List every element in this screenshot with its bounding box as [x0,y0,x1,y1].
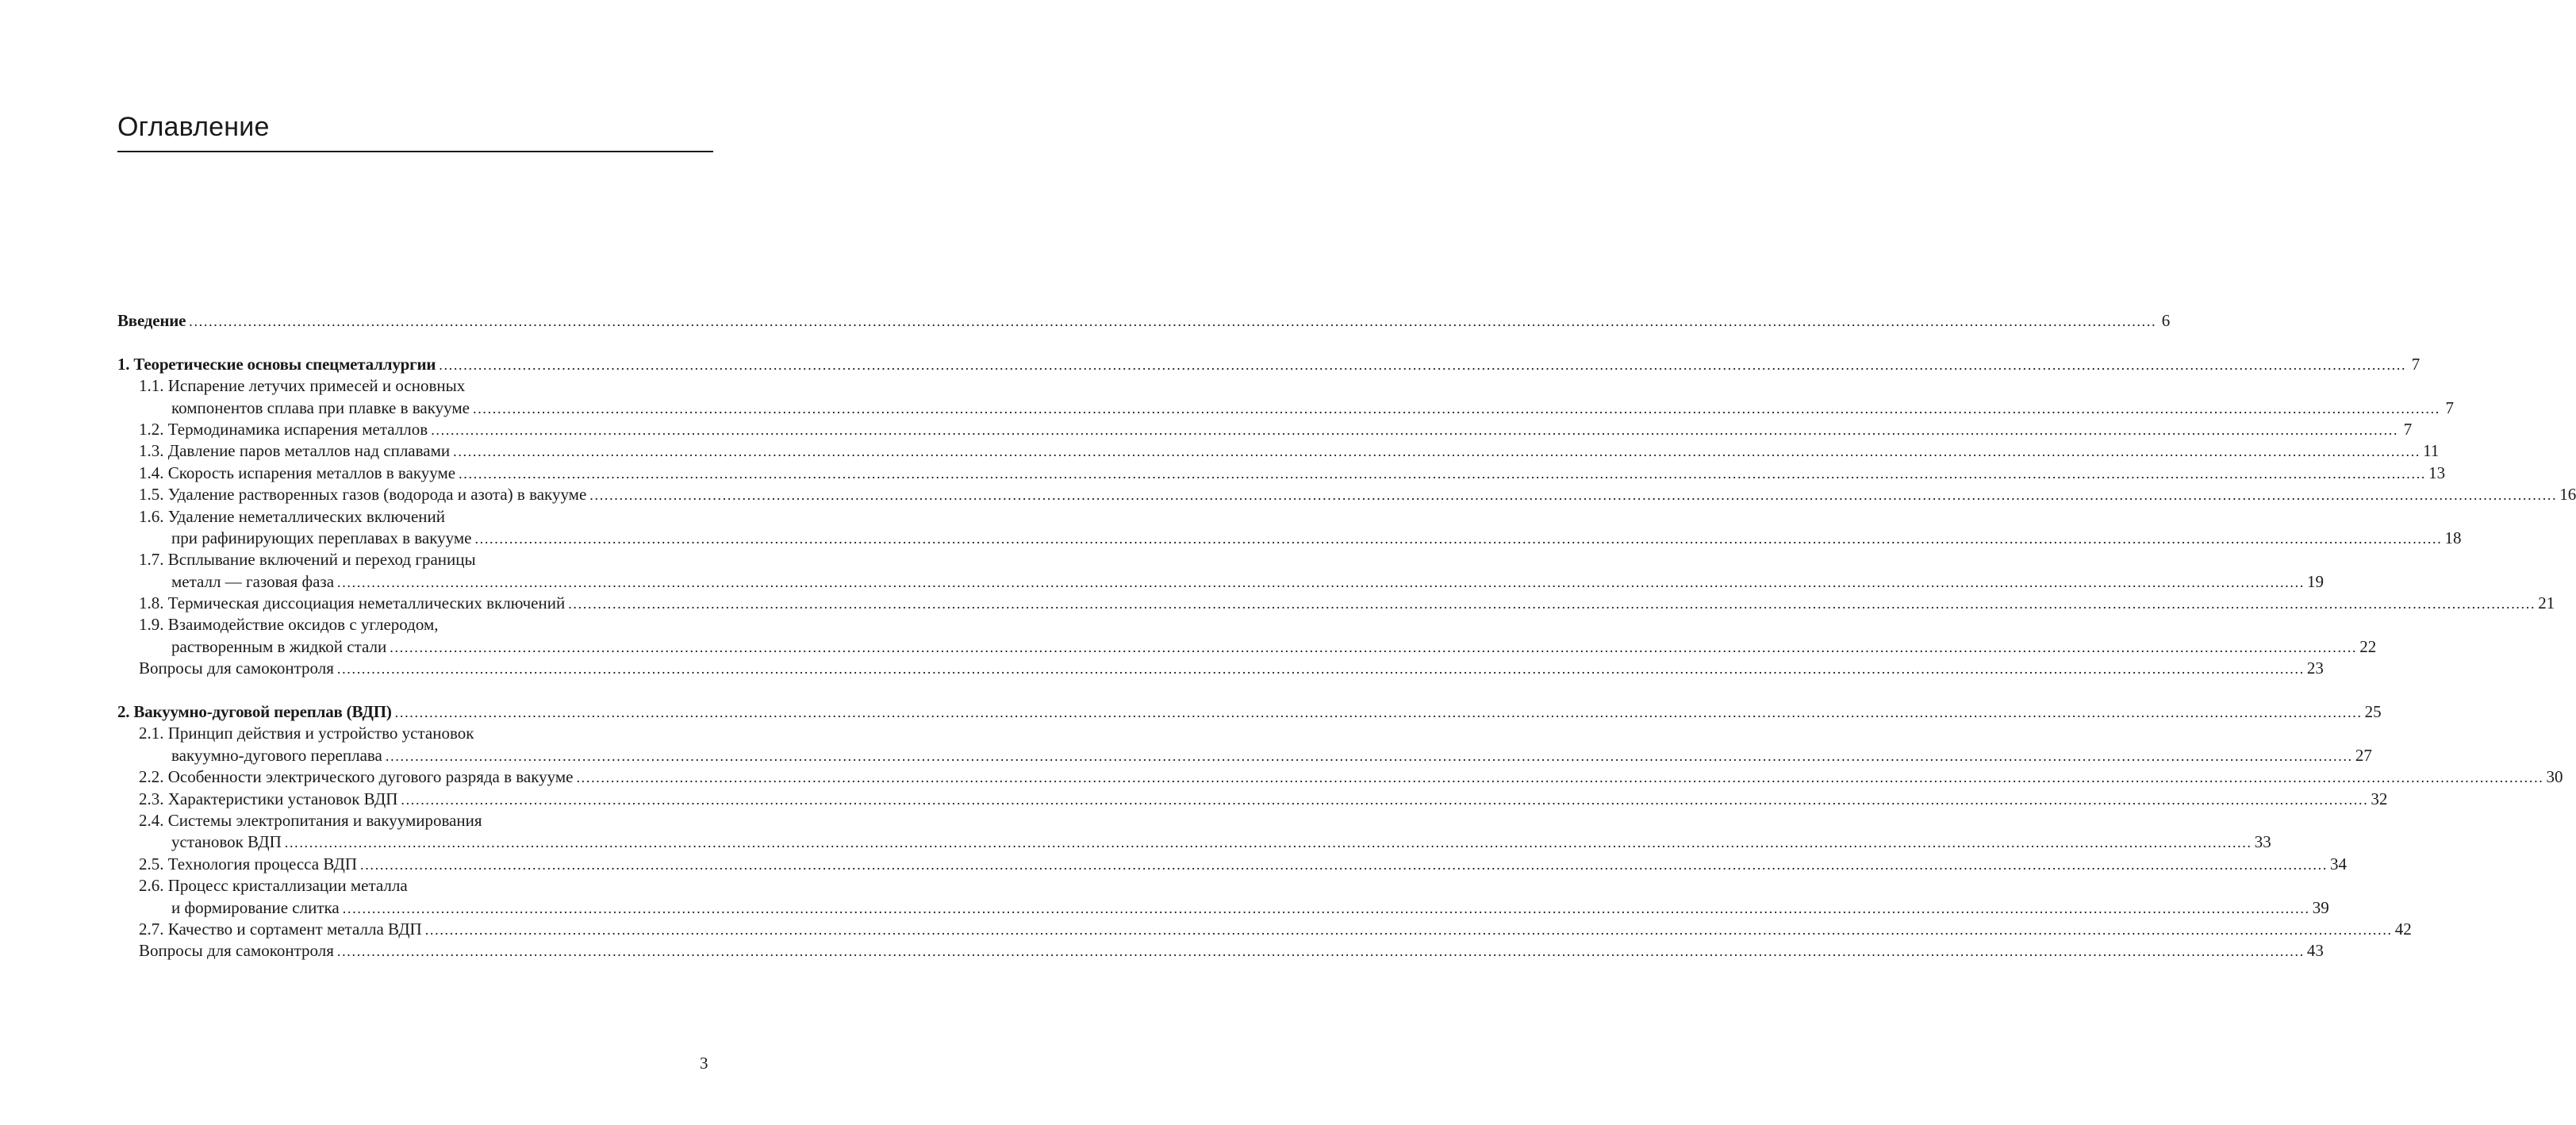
toc-section[interactable] [117,463,2446,484]
toc-section[interactable] [117,745,2372,766]
toc-intro-page: 6 [2161,311,2171,330]
table-of-contents [117,310,2576,962]
toc-section-label: 2.5. Технология процесса ВДП [139,854,358,874]
dot-leader: ................................................................................................................................................................................................................................................................................................................................................................................................................ [424,921,2393,938]
toc-section-first-line: 2.4. Системы электропитания и вакуумирования [139,810,482,830]
toc-section-page: 34 [2330,854,2348,874]
toc-section-page: 23 [2306,658,2324,678]
toc-section[interactable] [117,940,2324,962]
toc-section-page: 22 [2359,636,2377,656]
toc-section-label: металл — газовая фаза [171,571,335,591]
toc-section-label: 2.2. Особенности электрического дугового разряда в вакууме [139,767,574,787]
toc-section[interactable] [117,419,2413,440]
toc-section[interactable] [117,440,2440,462]
toc-intro-label: Введение [117,311,186,330]
dot-leader: ................................................................................................................................................................................................................................................................................................................................................................................................................ [284,835,2252,851]
toc-section-label: 1.2. Термодинамика испарения металлов [139,419,428,439]
toc-section-page: 32 [2371,789,2388,808]
toc-section-label: 1.5. Удаление растворенных газов (водорода и азота) в вакууме [139,485,587,505]
dot-leader: ................................................................................................................................................................................................................................................................................................................................................................................................................ [390,639,2358,655]
toc-section[interactable] [117,854,2348,875]
dot-leader: ................................................................................................................................................................................................................................................................................................................................................................................................................ [576,770,2544,786]
dot-leader: ................................................................................................................................................................................................................................................................................................................................................................................................................ [336,661,2305,678]
dot-leader: ................................................................................................................................................................................................................................................................................................................................................................................................................ [337,574,2305,590]
toc-section-label: и формирование слитка [171,897,340,917]
toc-section-page: 42 [2394,919,2412,939]
dot-leader: ................................................................................................................................................................................................................................................................................................................................................................................................................ [459,465,2427,482]
toc-section-first-line: 1.7. Всплывание включений и переход границы [139,550,476,570]
toc-spacer [117,680,689,701]
toc-section[interactable] [117,919,2412,940]
toc-section-first-line: 1.1. Испарение летучих примесей и основных [139,376,466,396]
dot-leader: ................................................................................................................................................................................................................................................................................................................................................................................................................ [385,747,2353,764]
dot-leader: ................................................................................................................................................................................................................................................................................................................................................................................................................ [342,900,2310,916]
toc-section-label: растворенным в жидкой стали [171,636,387,656]
dot-leader: ................................................................................................................................................................................................................................................................................................................................................................................................................ [474,530,2443,547]
dot-leader: ................................................................................................................................................................................................................................................................................................................................................................................................................ [439,356,2407,373]
toc-section-page: 19 [2307,571,2325,591]
title-rule [117,151,713,152]
dot-leader: ................................................................................................................................................................................................................................................................................................................................................................................................................ [589,487,2558,504]
toc-section-first-line: 2.6. Процесс кристаллизации металла [139,876,408,896]
toc-section[interactable] [117,571,2325,593]
dot-leader: ................................................................................................................................................................................................................................................................................................................................................................................................................ [431,421,2399,438]
toc-section-page: 13 [2428,463,2446,482]
toc-section[interactable] [117,766,2563,788]
toc-section-label: установок ВДП [171,832,282,852]
toc-section-page: 7 [2445,397,2454,417]
toc-section[interactable] [117,789,2388,810]
toc-section-page: 33 [2254,832,2271,852]
dot-leader: ................................................................................................................................................................................................................................................................................................................................................................................................................ [473,400,2440,417]
toc-section-label: Вопросы для самоконтроля [139,941,334,961]
toc-spacer [117,332,689,353]
toc-section[interactable] [117,484,2576,505]
toc-chapter[interactable] [117,701,2382,723]
toc-section-page: 7 [2403,419,2413,439]
toc-section-page: 18 [2444,528,2462,547]
toc-section[interactable] [117,831,2271,853]
toc-chapter-page: 7 [2411,354,2421,374]
toc-section-label: 2.3. Характеристики установок ВДП [139,789,398,808]
toc-chapter[interactable] [117,354,2421,375]
toc-section-page: 21 [2538,593,2555,613]
toc-section-label: компонентов сплава при плавке в вакууме [171,397,470,417]
toc-chapter-page: 25 [2364,702,2382,722]
toc-section-page: 43 [2306,941,2324,961]
toc-section-label: при рафинирующих переплавах в вакууме [171,528,472,547]
toc-section[interactable] [117,528,2462,549]
toc-section-page: 16 [2559,485,2576,505]
toc-chapter-label: 1. Теоретические основы спецметаллургии [117,354,436,374]
toc-section-page: 11 [2423,441,2440,461]
toc-section[interactable] [117,593,2555,614]
toc-section[interactable] [117,636,2377,658]
toc-section-label: 1.3. Давление паров металлов над сплавами [139,441,451,461]
dot-leader: ................................................................................................................................................................................................................................................................................................................................................................................................................ [568,596,2536,612]
dot-leader: ................................................................................................................................................................................................................................................................................................................................................................................................................ [336,943,2305,960]
page-title: Оглавление [117,112,270,142]
toc-section-page: 27 [2355,745,2372,765]
toc-intro[interactable] [117,310,2171,332]
toc-section-label: 2.7. Качество и сортамент металла ВДП [139,919,422,939]
toc-section-first-line: 1.6. Удаление неметаллических включений [139,506,446,526]
dot-leader: ................................................................................................................................................................................................................................................................................................................................................................................................................ [189,313,2157,329]
dot-leader: ................................................................................................................................................................................................................................................................................................................................................................................................................ [360,856,2328,873]
dot-leader: ................................................................................................................................................................................................................................................................................................................................................................................................................ [394,705,2363,721]
page-number: 3 [700,1054,708,1073]
dot-leader: ................................................................................................................................................................................................................................................................................................................................................................................................................ [453,443,2421,460]
toc-section[interactable] [117,897,2329,919]
toc-section-label: Вопросы для самоконтроля [139,658,334,678]
toc-section-first-line: 1.9. Взаимодействие оксидов с углеродом, [139,615,439,635]
toc-section-page: 39 [2312,897,2329,917]
toc-section-label: 1.8. Термическая диссоциация неметаллических включений [139,593,566,613]
toc-section[interactable] [117,658,2324,679]
dot-leader: ................................................................................................................................................................................................................................................................................................................................................................................................................ [401,791,2369,808]
toc-section-label: вакуумно-дугового переплава [171,745,382,765]
toc-section-first-line: 2.1. Принцип действия и устройство установок [139,724,474,743]
toc-chapter-label: 2. Вакуумно-дуговой переплав (ВДП) [117,702,392,722]
toc-section[interactable] [117,397,2454,419]
toc-section-label: 1.4. Скорость испарения металлов в вакууме [139,463,456,482]
toc-section-page: 30 [2546,767,2563,787]
